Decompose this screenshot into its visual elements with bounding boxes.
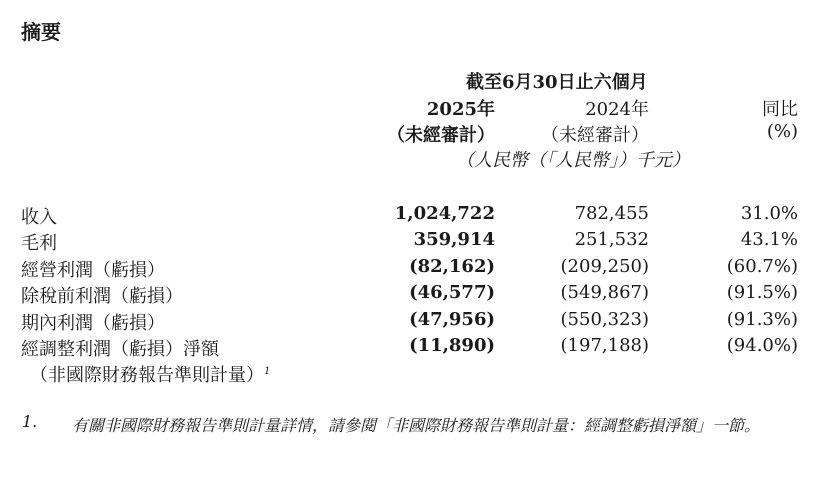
period-header: 截至6月30日止六個月 — [466, 72, 648, 93]
row-value-2025: (82,162) — [409, 256, 495, 277]
row-value-2025: (47,956) — [409, 309, 495, 330]
row-value-yoy: (91.5%) — [726, 282, 798, 303]
col-yoy-pct: (%) — [766, 121, 798, 142]
row-value-2025: (46,577) — [409, 282, 495, 303]
row-value-2024: (549,867) — [560, 282, 649, 303]
footnote-text: 有關非國際財務報告準則計量詳情，請參閱「非國際財務報告準則計量：經調整虧損淨額」一節。 — [72, 416, 761, 435]
col-2024-header: 2024年 — [585, 99, 649, 120]
row-value-2024: (550,323) — [560, 309, 649, 330]
page-title: 摘要 — [21, 20, 61, 44]
row-value-2025: 359,914 — [413, 229, 495, 250]
row-label-profit-for-period: 期內利潤（虧損） — [21, 313, 165, 334]
row-value-yoy: 43.1% — [740, 229, 798, 250]
row-value-2024: (197,188) — [560, 335, 649, 356]
row-label-profit-before-tax: 除稅前利潤（虧損） — [21, 286, 183, 307]
col-2025-unaudited: （未經審計） — [387, 125, 495, 146]
col-2024-unaudited: （未經審計） — [541, 125, 649, 146]
row-value-yoy: (94.0%) — [726, 335, 798, 356]
col-2025-header: 2025年 — [426, 99, 495, 120]
row-value-yoy: (60.7%) — [726, 256, 798, 277]
units-label: （人民幣（「人民幣」）千元） — [456, 150, 690, 171]
row-value-2024: 782,455 — [574, 203, 649, 224]
row-value-2025: 1,024,722 — [394, 203, 495, 224]
row-value-yoy: 31.0% — [740, 203, 798, 224]
row-label-adjusted-net-note — [30, 361, 270, 387]
row-value-yoy: (91.3%) — [726, 309, 798, 330]
row-value-2025: (11,890) — [409, 335, 495, 356]
footnote-number: 1. — [22, 412, 38, 431]
row-value-2024: (209,250) — [560, 256, 649, 277]
row-label-revenue: 收入 — [21, 207, 57, 228]
non-ifrs-label: （非國際財務報告準則計量） — [30, 365, 264, 386]
footnote-ref: 1 — [264, 366, 271, 377]
row-value-2024: 251,532 — [574, 229, 649, 250]
row-label-gross-profit: 毛利 — [21, 233, 57, 254]
col-yoy-header: 同比 — [762, 99, 798, 120]
row-label-operating-profit: 經營利潤（虧損） — [21, 260, 165, 281]
row-label-adjusted-net: 經調整利潤（虧損）淨額 — [21, 339, 219, 360]
